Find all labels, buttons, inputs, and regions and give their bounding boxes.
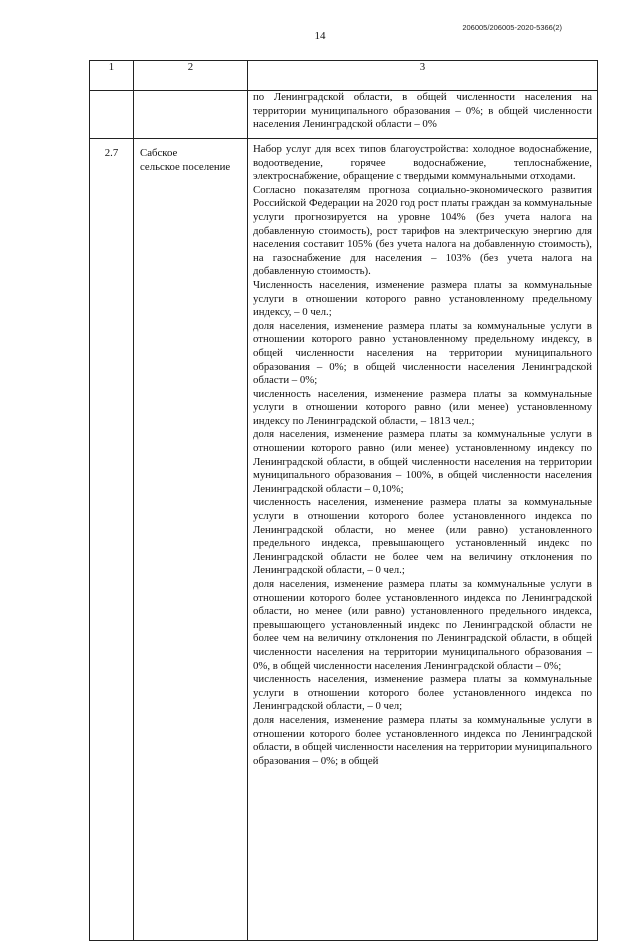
paragraph: численность населения, изменение размера платы за коммунальные услуги в отношении которого более установленного индекса по Ленинградской области, но менее (или равно) установленного предельного индекса, превышающего установленный индекс по Ленинградской области не более чем на величину отклонения по Ленинградской области, – 0 чел.; bbox=[253, 496, 592, 577]
paragraph: численность населения, изменение размера платы за коммунальные услуги в отношении которого более установленного индекса по Ленинградской области, – 0 чел; bbox=[253, 673, 592, 713]
settlement-name-line2: сельское поселение bbox=[140, 160, 231, 173]
column-header-3: 3 bbox=[248, 61, 598, 91]
cell-continuation-text bbox=[248, 91, 598, 139]
paragraph: численность населения, изменение размера платы за коммунальные услуги в отношении которого равно (или менее) установленному индексу по Ленинградской области, – 1813 чел.; bbox=[253, 387, 592, 427]
column-header-1: 1 bbox=[90, 61, 134, 91]
settlement-name bbox=[134, 139, 248, 941]
data-table bbox=[89, 60, 598, 941]
column-header-2: 2 bbox=[134, 61, 248, 91]
paragraph: доля населения, изменение размера платы за коммунальные услуги в отношении которого равно (или менее) установленному индексу по Ленинградской области, в общей численности населения на территории муниципального образования – 100%, в общей численности населения Ленинградской области – 0,10%; bbox=[253, 428, 592, 495]
continuation-paragraph: по Ленинградской области, в общей численности населения на территории муниципального образования – 0%; в общей численности населения Ленинградской области – 0% bbox=[253, 91, 592, 131]
paragraph: Набор услуг для всех типов благоустройства: холодное водоснабжение, водоотведение, горячее водоснабжение, теплоснабжение, электроснабжение, обращение с твердыми коммунальными отходами. bbox=[253, 143, 592, 183]
page-number: 14 bbox=[314, 30, 326, 42]
row-number: 2.7 bbox=[90, 139, 134, 941]
settlement-name-line1: Сабское bbox=[140, 147, 178, 159]
paragraph: доля населения, изменение размера платы за коммунальные услуги в отношении которого равно установленному предельному индексу, в общей численности населения на территории муниципального образования – 0%; в общей численности населения Ленинградской области – 0%; bbox=[253, 319, 592, 387]
table-row bbox=[90, 139, 598, 941]
paragraph: доля населения, изменение размера платы за коммунальные услуги в отношении которого более установленного индекса по Ленинградской области, в общей численности населения на территории муниципального образования – 0%; в общей bbox=[253, 713, 592, 767]
table-header-row bbox=[90, 61, 598, 91]
paragraph: Численность населения, изменение размера платы за коммунальные услуги в отношении которого равно установленному предельному индексу, – 0 чел.; bbox=[253, 278, 592, 319]
cell-empty-name bbox=[134, 91, 248, 139]
paragraph: доля населения, изменение размера платы за коммунальные услуги в отношении которого более установленного индекса по Ленинградской области, но менее (или равно) установленного предельного индекса, превышающего установленный индекс по Ленинградской области не более чем на величину отклонения по Ленинградской области, в общей численности населения на территории муниципального образования – 0%, в общей численности населения Ленинградской области – 0%; bbox=[253, 578, 592, 672]
description-cell bbox=[248, 139, 598, 941]
document-id: 206005/206005-2020-5366(2) bbox=[462, 23, 562, 32]
paragraph: Согласно показателям прогноза социально-экономического развития Российской Федерации на 2020 год рост платы граждан за коммунальные услуги прогнозируется на уровне 104% (без учета налога на добавленную стоимость), рост тарифов на электрическую энергию для населения составит 105% (без учета налога на добавленную стоимость), на газоснабжение для населения – 103% (без учета налога на добавленную стоимость). bbox=[253, 183, 592, 278]
table-row-continuation bbox=[90, 91, 598, 139]
cell-empty-number bbox=[90, 91, 134, 139]
